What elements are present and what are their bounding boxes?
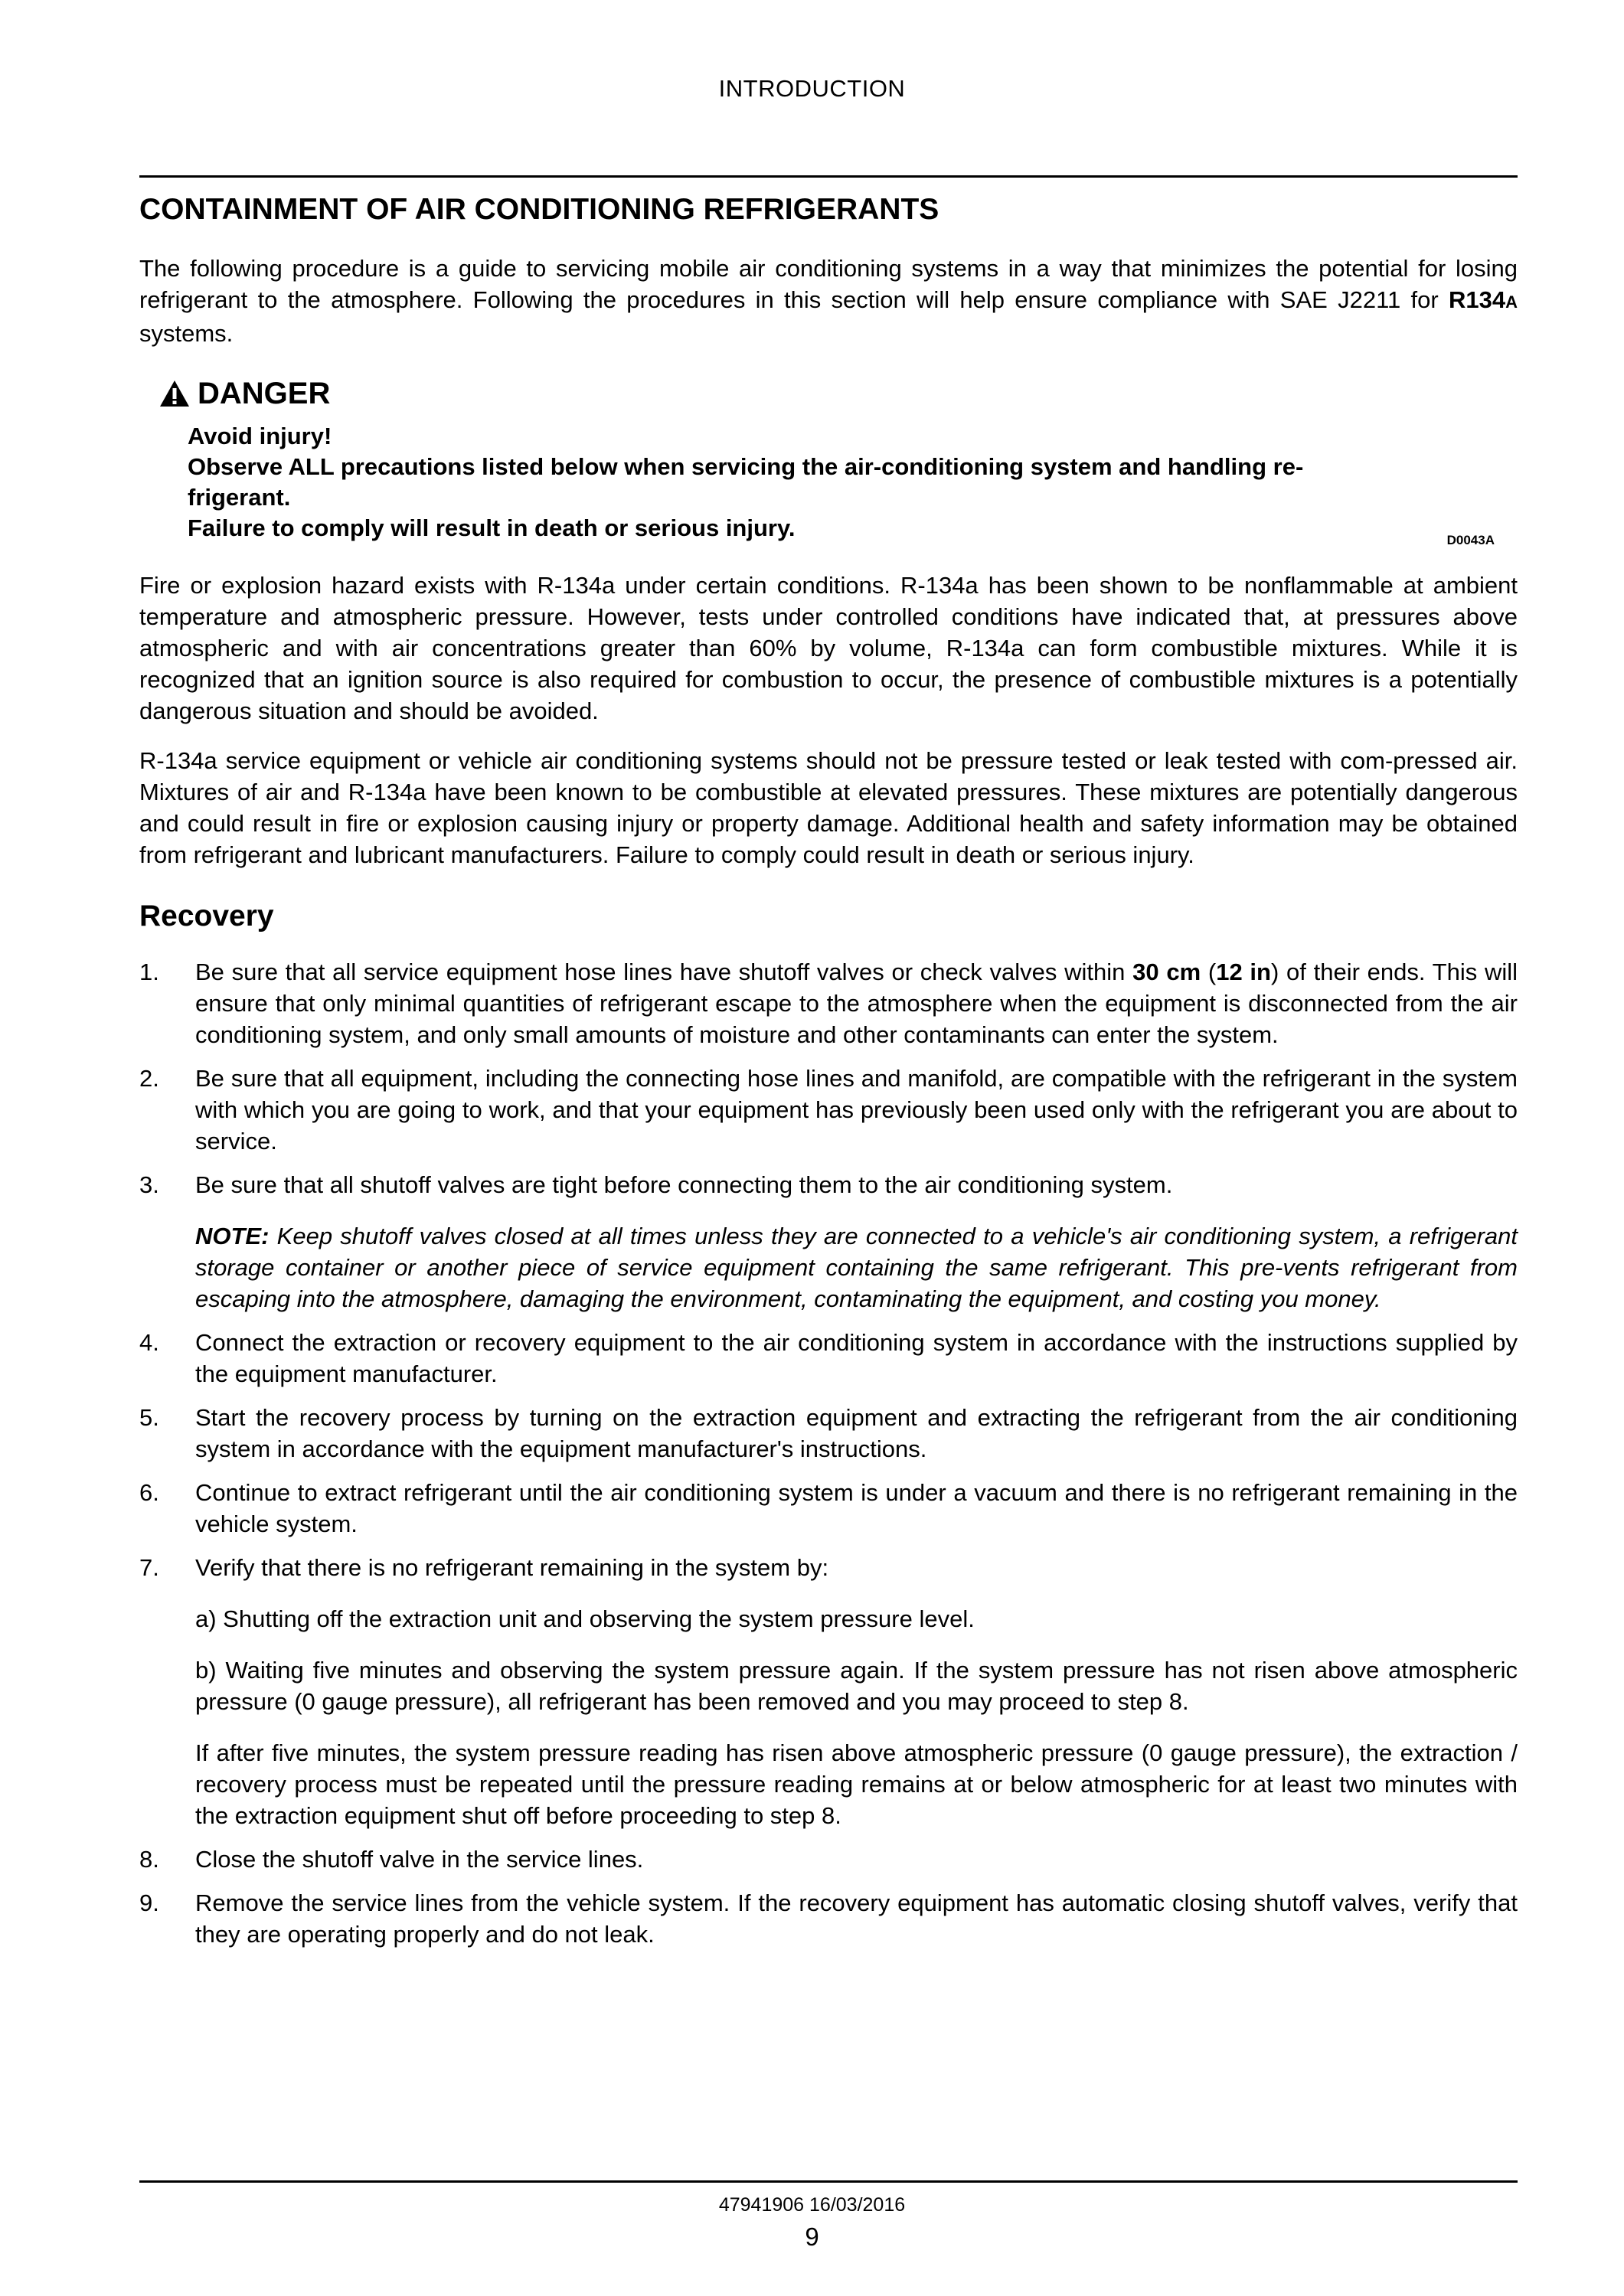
danger-title: DANGER bbox=[198, 377, 331, 410]
intro-text-b: systems. bbox=[139, 320, 234, 347]
recovery-heading: Recovery bbox=[139, 900, 274, 932]
step-1-metric: 30 cm bbox=[1132, 959, 1201, 985]
danger-line-3: Failure to comply will result in death or serious injury. bbox=[188, 514, 796, 541]
running-header: INTRODUCTION bbox=[718, 75, 906, 102]
step-4 bbox=[139, 1327, 1518, 1390]
step-7-substep-a: a) Shutting off the extraction unit and observing the system pressure level. bbox=[195, 1605, 975, 1632]
step-number: 6. bbox=[139, 1479, 159, 1506]
recovery-steps-continued bbox=[139, 1327, 1518, 1950]
danger-heading bbox=[159, 375, 330, 412]
step-number: 1. bbox=[139, 959, 159, 985]
step-number: 5. bbox=[139, 1404, 159, 1431]
step-2 bbox=[139, 1063, 1518, 1157]
step-number: 3. bbox=[139, 1171, 159, 1198]
step-number: 9. bbox=[139, 1889, 159, 1916]
recovery-steps bbox=[139, 956, 1518, 1200]
footer-rule bbox=[139, 2180, 1518, 2183]
fire-hazard-paragraph: Fire or explosion hazard exists with R-134a under certain conditions. R-134a has been shown to be nonflammable at ambient temperature and atmospheric pressure. However, tests under controlled conditions have indicated that, at pressures above atmospheric and with air concentrations greater than 60% by volume, R-134a can form combustible mixtures. While it is recognized that an ignition source is also required for combustion to occur, the presence of combustible mixtures is a potentially dangerous situation and should be avoided. bbox=[139, 572, 1518, 724]
intro-refrigerant-small: A bbox=[1505, 292, 1518, 312]
step-7 bbox=[139, 1552, 1518, 1831]
step-6-text: Continue to extract refrigerant until the air conditioning system is under a vacuum and there is no refrigerant remaining in the vehicle system. bbox=[195, 1479, 1518, 1537]
step-7-substep-c: If after five minutes, the system pressure reading has risen above atmospheric pressure (0 gauge pressure), the extraction / recovery process must be repeated until the pressure reading remains at or below atmospheric for at least two minutes with the extraction equipment shut off before proceeding to step 8. bbox=[195, 1739, 1518, 1829]
danger-line-1: Avoid injury! bbox=[188, 423, 332, 449]
step-4-text: Connect the extraction or recovery equipment to the air conditioning system in accordance with the instructions supplied by the equipment manufacturer. bbox=[195, 1329, 1518, 1387]
page-number: 9 bbox=[805, 2223, 819, 2251]
step-8-text: Close the shutoff valve in the service lines. bbox=[195, 1846, 644, 1873]
step-1-imperial: 12 in bbox=[1216, 959, 1271, 985]
danger-line-2: Observe ALL precautions listed below when servicing the air-conditioning system and handling re- bbox=[188, 453, 1304, 480]
step-7-substep-b: b) Waiting five minutes and observing the system pressure again. If the system pressure has not risen above atmospheric pressure (0 gauge pressure), all refrigerant has been removed and you may proceed to step 8. bbox=[195, 1657, 1518, 1715]
step-2-text: Be sure that all equipment, including the connecting hose lines and manifold, are compatible with the refrigerant in the system with which you are going to work, and that your equipment has previously been used only with the refrigerant you are about to service. bbox=[195, 1065, 1518, 1155]
warning-triangle-icon bbox=[159, 380, 190, 407]
step-1-text-c: ( bbox=[1201, 959, 1217, 985]
step-9-text: Remove the service lines from the vehicle system. If the recovery equipment has automatic closing shutoff valves, verify that they are operating properly and do not leak. bbox=[195, 1889, 1518, 1948]
step-9 bbox=[139, 1887, 1518, 1950]
step-number: 4. bbox=[139, 1329, 159, 1356]
step-1 bbox=[139, 956, 1518, 1050]
intro-refrigerant-bold: R134 bbox=[1449, 286, 1506, 313]
step-5-text: Start the recovery process by turning on the extraction equipment and extracting the refrigerant from the air conditioning system in accordance with the equipment manufacturer's instructions. bbox=[195, 1404, 1518, 1462]
step-3 bbox=[139, 1169, 1518, 1200]
header-rule bbox=[139, 175, 1518, 178]
step-number: 8. bbox=[139, 1846, 159, 1873]
note-block bbox=[139, 1220, 1518, 1315]
note-text: Keep shutoff valves closed at all times unless they are connected to a vehicle's air conditioning system, a refrigerant storage container or another piece of service equipment containing the same refrigerant. This pre-vents refrigerant from escaping into the atmosphere, damaging the environment, contaminating the equipment, and costing you money. bbox=[195, 1223, 1518, 1312]
step-7-text: Verify that there is no refrigerant remaining in the system by: bbox=[195, 1554, 829, 1581]
step-8 bbox=[139, 1844, 1518, 1875]
danger-text bbox=[188, 421, 1482, 544]
step-1-text-d: ) of their ends. This will ensure that only minimal quantities of refrigerant escape to the atmosphere when the equipment is disconnected from the air conditioning system, and only small amounts of moisture and other contaminants can enter the system. bbox=[195, 959, 1518, 1048]
danger-line-2b: frigerant. bbox=[188, 484, 291, 511]
equipment-paragraph: R-134a service equipment or vehicle air conditioning systems should not be pressure tested or leak tested with com-pressed air. Mixtures of air and R-134a have been known to be combustible at elevated pressures. These mixtures are potentially dangerous and could result in fire or explosion causing injury or property damage. Additional health and safety information may be obtained from refrigerant and lubricant manufacturers. Failure to comply could result in death or serious injury. bbox=[139, 747, 1518, 868]
page-content bbox=[139, 182, 1518, 1962]
danger-notice bbox=[139, 375, 1518, 563]
danger-code: D0043A bbox=[1446, 533, 1495, 547]
step-number: 2. bbox=[139, 1065, 159, 1092]
note-label: NOTE: bbox=[195, 1223, 270, 1249]
step-6 bbox=[139, 1477, 1518, 1540]
intro-text-a: The following procedure is a guide to servicing mobile air conditioning systems in a way that minimizes the potential for losing refrigerant to the atmosphere. Following the procedures in this section will help ensure compliance with SAE J2211 for bbox=[139, 255, 1518, 313]
step-number: 7. bbox=[139, 1554, 159, 1581]
section-title: CONTAINMENT OF AIR CONDITIONING REFRIGERANTS bbox=[139, 193, 939, 226]
step-3-text: Be sure that all shutoff valves are tight before connecting them to the air conditioning system. bbox=[195, 1171, 1173, 1198]
footer-document-id: 47941906 16/03/2016 bbox=[718, 2194, 906, 2216]
step-5 bbox=[139, 1402, 1518, 1465]
intro-paragraph bbox=[139, 253, 1518, 349]
step-1-text-a: Be sure that all service equipment hose lines have shutoff valves or check valves within bbox=[195, 959, 1133, 985]
